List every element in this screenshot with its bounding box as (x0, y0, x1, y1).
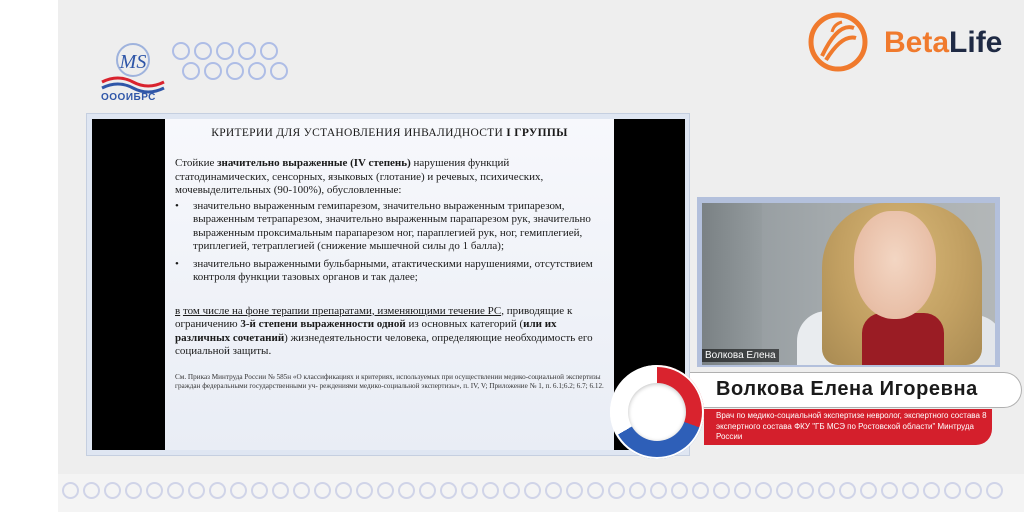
p1-end: нарушения функций статодинамических, сенсорных, языковых (глотание) и речевых, психических, мочевыделительных (90-100%), обусловленные: (175, 157, 544, 196)
p2-part-c: из основных категорий ( (408, 318, 524, 330)
p2-bold-2: или их различных сочетаний (175, 318, 557, 344)
p2-underlined: том числе на фоне терапии препаратами, изменяющими течение РС, (182, 304, 504, 317)
p1-bold: значительно выраженные (IV степень) (217, 157, 411, 169)
speaker-badge-center (628, 383, 686, 441)
presentation-slide (165, 119, 614, 450)
left-margin (0, 0, 58, 512)
slide-footnote: См. Приказ Минтруда России № 585н «О классификациях и критериях, используемых при осуществлении медико-социальной экспертизы граждан федеральными государственными уч- реждениями медико-социальной экспертизы», п. IV, V; Приложение № 1, п. 6.1;6.2; 6.7; 6.12. (175, 372, 604, 390)
slide-bullet-2: • значительно выраженными бульбарными, атактическими нарушениями, отсутствием контроля функции тазовых органов и так далее; (175, 258, 604, 285)
slide-bullet-list (175, 200, 604, 285)
speaker-role: Врач по медико-социальной экспертизе невролог, экспертного состава 8 экспертного состава ФКУ "ГБ МСЭ по Ростовской области" Минтруда России (716, 411, 987, 441)
logo-circles-decor (172, 42, 288, 80)
p2-part-d: ) жизнедеятельности человека, определяющие необходимость его социальной защиты. (175, 331, 593, 357)
slide-paragraph-1 (175, 157, 604, 198)
slide-bullet-1: • значительно выраженным гемипарезом, значительно выраженным трипарезом, выраженным тетрапарезом, значительно выраженным парапарезом рук, значительно выраженным проксимальным парапарезом ног, параплегией рук, ног, гемиплегией, триплегией, тетраплегией (снижение мышечной силы до 1 балла); (175, 200, 604, 254)
screen-share-letterbox-left (92, 119, 165, 450)
betalife-prefix: Beta (884, 26, 950, 59)
ms-logo-caption: ОООИБРС (101, 92, 156, 103)
betalife-logo-icon (808, 12, 868, 72)
webcam-participant-label: Волкова Елена (702, 349, 779, 362)
p1-start: Стойкие (175, 157, 215, 169)
webcam-face (854, 211, 936, 319)
p2-part-b: приводящие к ограничению (175, 304, 573, 330)
p2-bold-1: 3-й степени выраженности одной (240, 318, 406, 330)
speaker-name: Волкова Елена Игоревна (716, 378, 978, 400)
slide-title-bold: I ГРУППЫ (506, 127, 568, 139)
speaker-webcam-video (702, 203, 995, 365)
betalife-wordmark (884, 26, 1002, 60)
slide-title (175, 127, 604, 139)
slide-paragraph-2 (175, 305, 604, 359)
betalife-suffix: Life (949, 26, 1003, 59)
webcam-background-door (702, 203, 762, 365)
ms-monogram: MS (119, 51, 147, 73)
webcam-turtleneck (862, 313, 944, 365)
bottom-circles-decor (62, 482, 1003, 499)
slide-title-normal: КРИТЕРИИ ДЛЯ УСТАНОВЛЕНИЯ ИНВАЛИДНОСТИ (211, 127, 504, 139)
p2-start: в (175, 304, 181, 317)
